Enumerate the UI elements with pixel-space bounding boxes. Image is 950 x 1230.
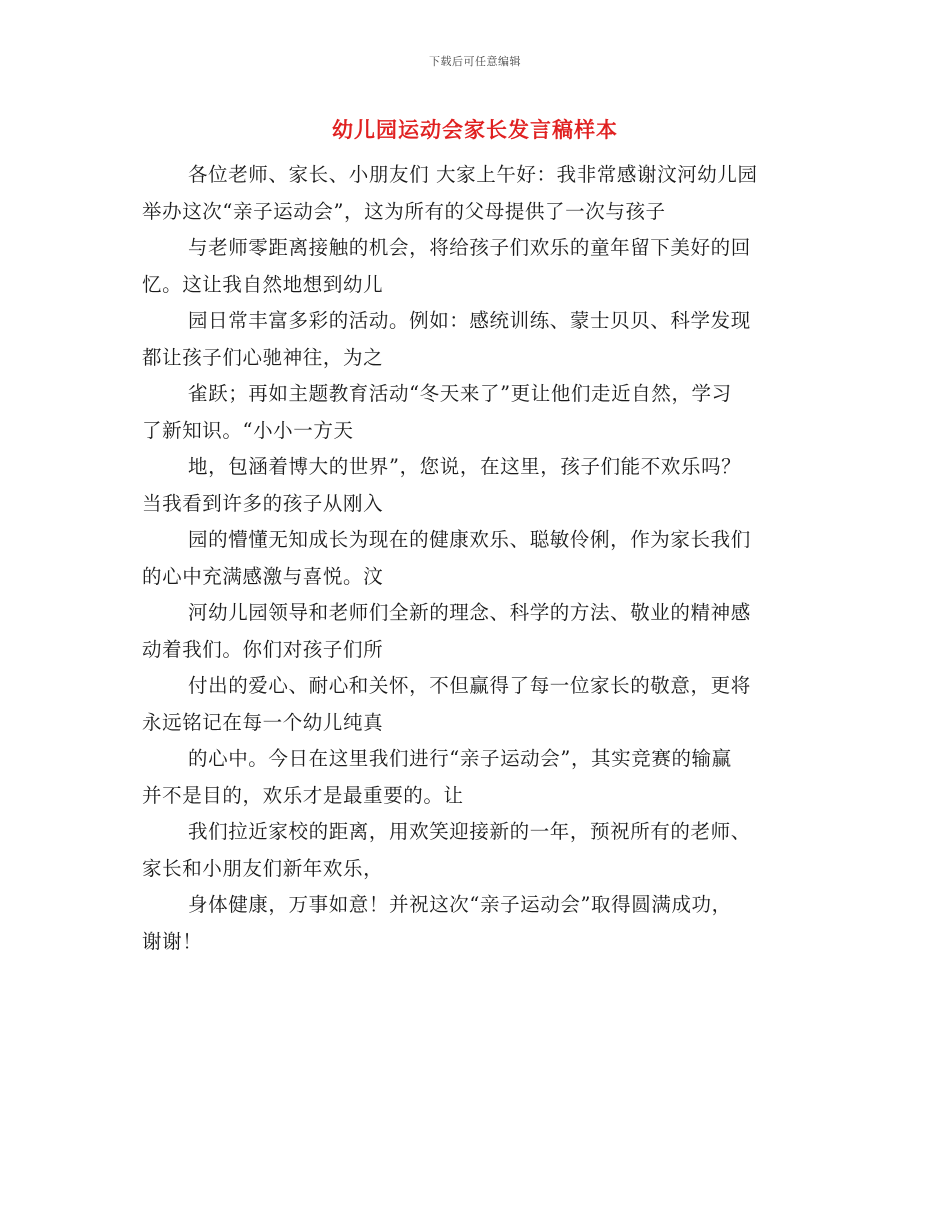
paragraph-line: 园日常丰富多彩的活动。例如：感统训练、蒙士贝贝、科学发现 [188,309,751,332]
paragraph-line: 园的懵懂无知成长为现在的健康欢乐、聪敏伶俐，作为家长我们 [188,528,751,551]
paragraph-line: 当我看到许多的孩子从刚入 [142,491,384,515]
paragraph-line: 家长和小朋友们新年欢乐， [142,856,384,880]
paragraph-5 [142,449,810,522]
paragraph-2 [142,230,810,303]
document-title: 幼儿园运动会家长发言稿样本 [332,117,618,142]
paragraph-4 [142,376,810,449]
paragraph-line: 身体健康，万事如意！并祝这次“亲子运动会”取得圆满成功， [188,893,732,916]
paragraph-line: 永远铭记在每一个幼儿纯真 [142,710,384,734]
paragraph-7 [142,595,810,668]
paragraph-line: 与老师零距离接触的机会，将给孩子们欢乐的童年留下美好的回 [188,236,751,259]
paragraph-line: 河幼儿园领导和老师们全新的理念、科学的方法、敬业的精神感 [188,601,751,624]
paragraph-6 [142,522,810,595]
document-body [142,157,810,960]
paragraph-line: 举办这次“亲子运动会”，这为所有的父母提供了一次与孩子 [142,199,666,223]
paragraph-line: 忆。这让我自然地想到幼儿 [142,272,384,296]
paragraph-line: 雀跃；再如主题教育活动“冬天来了”更让他们走近自然，学习 [188,382,732,405]
paragraph-line: 地，包涵着博大的世界”，您说，在这里，孩子们能不欢乐吗？ [188,455,742,478]
paragraph-line: 并不是目的，欢乐才是最重要的。让 [142,783,464,807]
paragraph-8 [142,668,810,741]
paragraph-line: 了新知识。“小小一方天 [142,418,354,442]
paragraph-line: 动着我们。你们对孩子们所 [142,637,384,661]
paragraph-line: 各位老师、家长、小朋友们 大家上午好：我非常感谢汶河幼儿园 [188,163,758,186]
paragraph-1 [142,157,810,230]
paragraph-line: 谢谢！ [142,929,203,953]
paragraph-line: 的心中充满感激与喜悦。汶 [142,564,384,588]
paragraph-line: 付出的爱心、耐心和关怀，不但赢得了每一位家长的敬意，更将 [188,674,751,697]
paragraph-10 [142,814,810,887]
paragraph-line: 的心中。今日在这里我们进行“亲子运动会”，其实竞赛的输赢 [188,747,732,770]
page-header-note: 下载后可任意编辑 [429,55,521,68]
paragraph-line: 都让孩子们心驰神往，为之 [142,345,384,369]
paragraph-11 [142,887,810,960]
paragraph-3 [142,303,810,376]
paragraph-line: 我们拉近家校的距离，用欢笑迎接新的一年，预祝所有的老师、 [188,820,751,843]
paragraph-9 [142,741,810,814]
